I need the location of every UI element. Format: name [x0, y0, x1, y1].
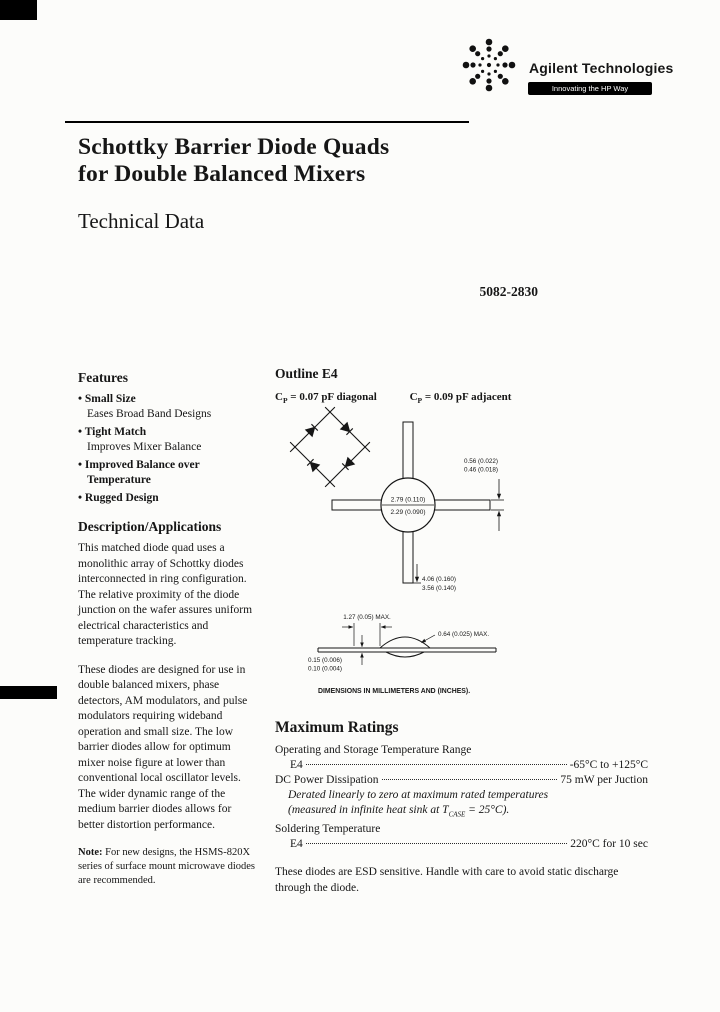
cap-diagonal: $C_P = 0.07$ pF diagonal	[275, 391, 377, 406]
dim-lead-width-min: 0.46 (0.018)	[464, 466, 498, 474]
temp-range-value: -65°C to +125°C	[569, 759, 648, 771]
feature-item	[78, 392, 259, 422]
feature-title: • Improved Balance over	[78, 458, 259, 473]
feature-title-cont: Temperature	[87, 474, 151, 486]
feature-title: • Small Size	[78, 392, 259, 407]
dot-leader	[382, 779, 558, 780]
registration-mark-left-edge	[0, 686, 57, 699]
design-note	[78, 846, 259, 888]
lead-width-dimension	[491, 479, 504, 531]
body-width-dimension	[342, 623, 392, 646]
temp-range-label: Operating and Storage Temperature Range	[275, 744, 472, 756]
solder-label: Soldering Temperature	[275, 823, 381, 836]
brand-name: Agilent Technologies	[529, 60, 674, 76]
features-heading: Features	[78, 370, 128, 385]
package-side-view	[318, 637, 496, 657]
solder-row	[290, 837, 648, 852]
power-value: 75 mW per Juction	[560, 774, 648, 786]
outline-heading: Outline E4	[275, 366, 338, 381]
esd-warning: These diodes are ESD sensitive. Handle with care to avoid static discharge through the diode.	[275, 866, 619, 894]
dim-lead-length-max: 4.06 (0.160)	[422, 576, 456, 583]
note-text: For new designs, the HSMS-820X series of surface mount microwave diodes are recommended.	[78, 847, 255, 886]
feature-item	[78, 491, 259, 506]
power-dissipation-row	[275, 773, 648, 788]
title-line-2: for Double Balanced Mixers	[78, 161, 366, 187]
capacitance-caption	[275, 391, 511, 405]
dot-leader	[306, 764, 567, 765]
dim-body-width-max: 1.27 (0.05) MAX.	[343, 614, 391, 621]
note-label: Note:	[78, 847, 103, 858]
dome-height-leader	[422, 635, 436, 643]
document-subtitle: Technical Data	[78, 209, 205, 233]
part-number: 5082-2830	[479, 284, 538, 299]
derating-note-line-1: Derated linearly to zero at maximum rated temperatures	[288, 789, 549, 801]
description-paragraph-1: This matched diode quad uses a monolithic array of Schottky diodes interconnected in ring configuration. The relative proximity of the diode junction on the wafer assures uniform electrical characteristics and temperature tracking.	[78, 542, 253, 647]
feature-sub: Improves Mixer Balance	[87, 441, 202, 453]
document-title	[78, 134, 389, 188]
maximum-ratings-heading: Maximum Ratings	[275, 719, 399, 736]
brand-tagline: Innovating the HP Way	[528, 82, 652, 95]
dim-body-diameter-max: 2.79 (0.110)	[390, 496, 426, 504]
dim-lead-thickness-max: 0.15 (0.006)	[308, 657, 342, 664]
dim-lead-length-min: 3.56 (0.140)	[422, 585, 456, 592]
registration-mark-top-left	[0, 0, 37, 20]
feature-item	[78, 425, 259, 455]
dim-lead-thickness-min: 0.10 (0.004)	[308, 665, 342, 673]
diode-ring-diagram	[290, 407, 370, 487]
cap-adjacent: $C_P = 0.09$ pF adjacent	[409, 391, 512, 406]
dim-lead-width-max: 0.56 (0.022)	[464, 458, 498, 465]
title-line-1: Schottky Barrier Diode Quads	[78, 134, 390, 160]
solder-item: E4	[290, 838, 303, 851]
header-rule	[65, 121, 469, 123]
derating-note-line-2: (measured in infinite heat sink at $T_{CASE} = 25^\circ C$).	[288, 804, 510, 819]
agilent-starburst-logo-icon	[462, 36, 518, 94]
dimensions-note: DIMENSIONS IN MILLIMETERS AND (INCHES).	[318, 688, 471, 695]
feature-item	[78, 458, 259, 488]
description-heading: Description/Applications	[78, 519, 222, 534]
feature-sub: Eases Broad Band Designs	[87, 408, 212, 420]
power-label: DC Power Dissipation	[275, 774, 379, 786]
dim-dome-height-max: 0.64 (0.025) MAX.	[438, 631, 490, 638]
lead-length-dimension	[413, 564, 421, 583]
dot-leader	[306, 843, 567, 844]
solder-value: 220°C for 10 sec	[570, 838, 648, 851]
feature-title: • Tight Match	[78, 425, 259, 440]
left-column	[78, 370, 259, 888]
description-paragraph-2: These diodes are designed for use in double balanced mixers, phase detectors, AM modulators, and pulse modulators requiring wideband operation and small size. The low barrier diodes allow for optimum mixer noise figure at lower than conventional local oscillator levels. The wider dynamic range of the medium barrier diodes allows for better distortion performance.	[78, 663, 248, 831]
temp-range-item: E4	[290, 759, 303, 771]
temp-range-row	[290, 758, 648, 773]
maximum-ratings-section	[275, 720, 648, 896]
package-outline-drawing	[268, 405, 658, 705]
feature-title: • Rugged Design	[78, 491, 259, 506]
dim-body-diameter-min: 2.29 (0.090)	[390, 509, 426, 516]
